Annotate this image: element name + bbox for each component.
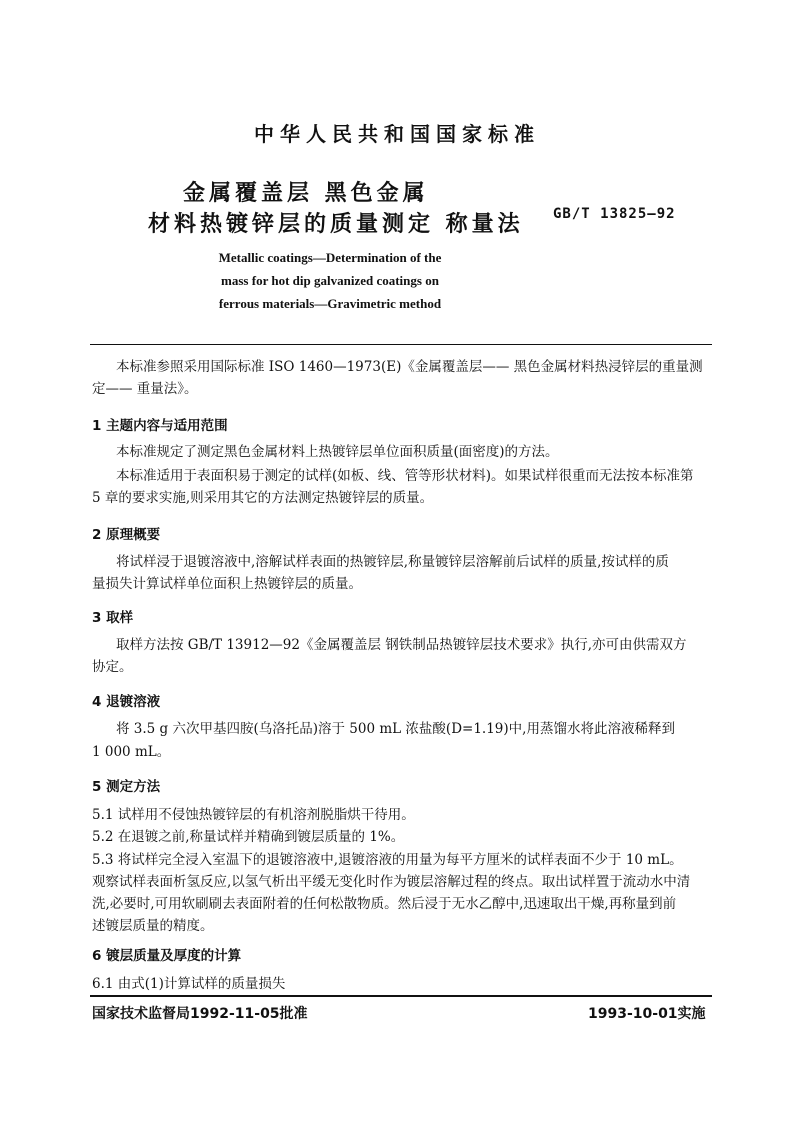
section-6-heading: 6 镀层质量及厚度的计算	[92, 948, 242, 964]
section-3-line-1: 取样方法按 GB/T 13912—92《金属覆盖层 钢铁制品热镀锌层技术要求》执行,亦可由供需双方	[116, 637, 687, 653]
header-divider	[90, 344, 712, 345]
section-2-heading: 2 原理概要	[92, 527, 161, 543]
document-title-line-1: 金属覆盖层 黑色金属	[183, 181, 429, 206]
section-2-line-2: 量损失计算试样单位面积上热镀锌层的质量。	[92, 576, 362, 592]
section-1-paragraph-2-line-1: 本标准适用于表面积易于测定的试样(如板、线、管等形状材料)。如果试样很重而无法按本标准第	[116, 468, 694, 484]
intro-line-1: 本标准参照采用国际标准 ISO 1460—1973(E)《金属覆盖层—— 黑色金属材料热浸锌层的重量测	[116, 359, 703, 375]
document-title-line-2: 材料热镀锌层的质量测定 称量法	[148, 212, 524, 237]
clause-5-2: 5.2 在退镀之前,称量试样并精确到镀层质量的 1%。	[92, 829, 405, 845]
standard-number: GB/T 13825—92	[553, 206, 676, 222]
section-1-paragraph-2-line-2: 5 章的要求实施,则采用其它的方法测定热镀锌层的质量。	[92, 490, 434, 506]
section-4-heading: 4 退镀溶液	[92, 694, 161, 710]
section-1-heading: 1 主题内容与适用范围	[92, 418, 228, 434]
english-title-line-2: mass for hot dip galvanized coatings on	[221, 273, 439, 288]
section-2-line-1: 将试样浸于退镀溶液中,溶解试样表面的热镀锌层,称量镀锌层溶解前后试样的质量,按试样的质	[116, 554, 669, 570]
section-4-line-1: 将 3.5 g 六次甲基四胺(乌洛托品)溶于 500 mL 浓盐酸(D=1.19)中,用蒸馏水将此溶液稀释到	[116, 721, 675, 737]
section-3-line-2: 协定。	[92, 659, 133, 675]
intro-line-2: 定—— 重量法》。	[92, 381, 198, 397]
section-4-line-2: 1 000 mL。	[92, 744, 171, 760]
english-title-line-1: Metallic coatings—Determination of the	[218, 250, 442, 265]
footer-divider	[90, 995, 712, 997]
standard-header-title: 中华人民共和国国家标准	[254, 122, 540, 146]
clause-5-1: 5.1 试样用不侵蚀热镀锌层的有机溶剂脱脂烘干待用。	[92, 807, 415, 823]
section-5-heading: 5 测定方法	[92, 779, 161, 795]
clause-5-3-line-4: 述镀层质量的精度。	[92, 918, 214, 934]
clause-5-3-line-2: 观察试样表面析氢反应,以氢气析出平缓无变化时作为镀层溶解过程的终点。取出试样置于流动水中清	[92, 874, 691, 890]
implementation-date: 1993-10-01实施	[588, 1006, 706, 1022]
clause-5-3-line-3: 洗,必要时,可用软刷刷去表面附着的任何松散物质。然后浸于无水乙醇中,迅速取出干燥,再称量到前	[92, 896, 677, 912]
section-1-paragraph-1: 本标准规定了测定黑色金属材料上热镀锌层单位面积质量(面密度)的方法。	[116, 444, 559, 460]
section-3-heading: 3 取样	[92, 610, 134, 626]
approval-date: 国家技术监督局1992-11-05批准	[92, 1006, 308, 1022]
clause-5-3-line-1: 5.3 将试样完全浸入室温下的退镀溶液中,退镀溶液的用量为每平方厘米的试样表面不少于 10 mL。	[92, 852, 683, 868]
clause-6-1: 6.1 由式(1)计算试样的质量损失	[92, 976, 286, 992]
english-title-line-3: ferrous materials—Gravimetric method	[218, 296, 442, 311]
